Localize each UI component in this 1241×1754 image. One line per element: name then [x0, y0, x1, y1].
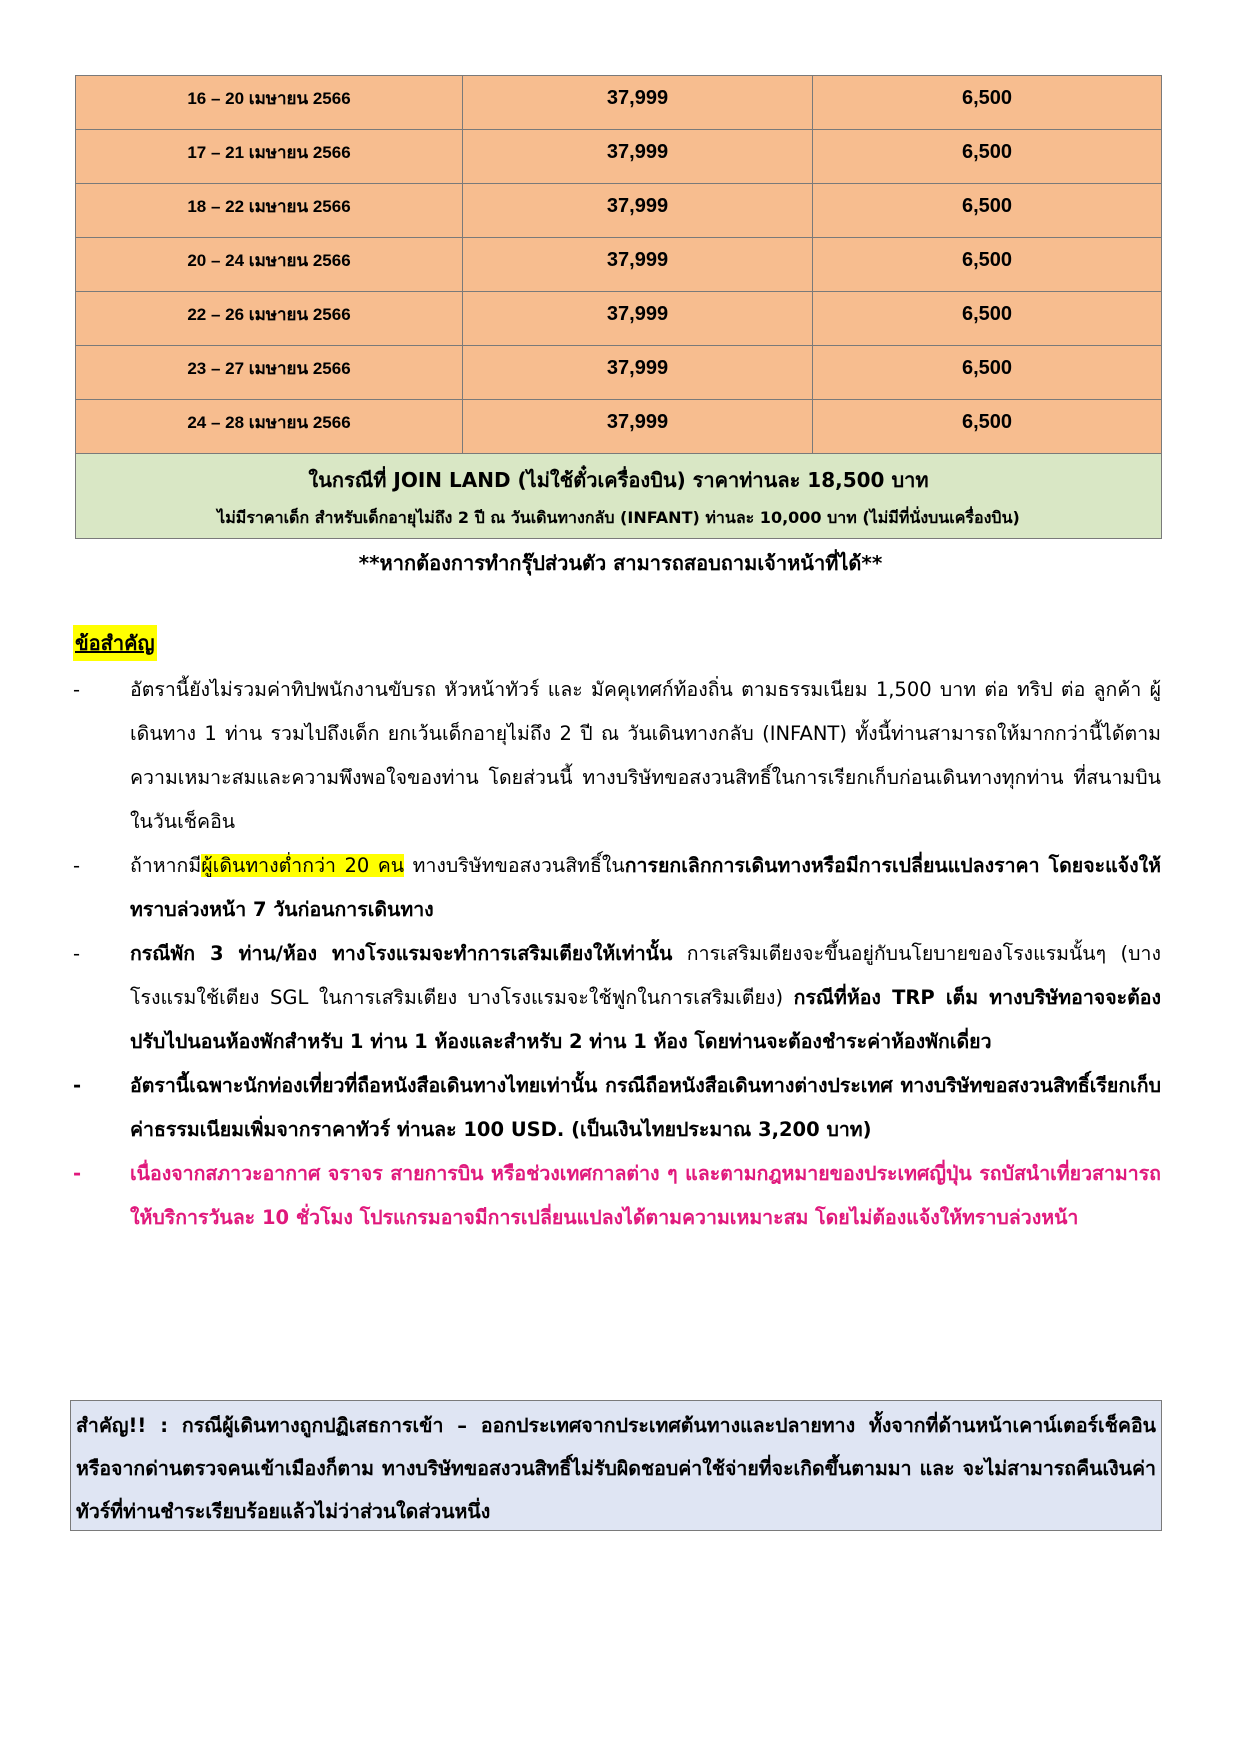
join-land-cell [76, 454, 1162, 539]
price-cell: 37,999 [463, 238, 813, 292]
term-text: เนื่องจากสภาวะอากาศ จราจร สายการบิน หรือช่วงเทศกาลต่าง ๆ และตามกฎหมายของประเทศญี่ปุ่น รถบัสนำเที่ยวสามารถให้บริการวันละ 10 ชั่วโมง โปรแกรมอาจมีการเปลี่ยนแปลงได้ตามความเหมาะสม โดยไม่ต้องแจ้งให้ทราบล่วงหน้า [130, 1162, 1161, 1229]
table-row [76, 346, 1162, 400]
highlighted-text: ผู้เดินทางต่ำกว่า 20 คน [201, 854, 405, 877]
single-supplement-cell: 6,500 [813, 238, 1162, 292]
table-row [76, 184, 1162, 238]
price-cell: 37,999 [463, 184, 813, 238]
date-cell: 22 – 26 เมษายน 2566 [76, 292, 463, 346]
term-text: ถ้าหากมี [130, 854, 202, 877]
term-text: การเสริมเตียงจะขึ้นอยู่กับนโยบายของโรงแรมนั้นๆ (บางโรงแรมใช้เตียง SGL ในการเสริมเตียง บางโรงแรมจะใช้ฟูกในการเสริมเตียง) [130, 942, 1162, 1009]
table-row [76, 238, 1162, 292]
term-bold-text: กรณีที่ห้อง TRP เต็ม ทางบริษัทอาจจะต้องปรับไปนอนห้องพักสำหรับ 1 ท่าน 1 ห้องและสำหรับ 2 ท่าน 1 ห้อง โดยท่านจะต้องชำระค่าห้องพักเดี่ยว [130, 986, 1161, 1053]
join-land-price: ในกรณีที่ JOIN LAND (ไม่ใช้ตั๋วเครื่องบิน) ราคาท่านละ 18,500 บาท [308, 467, 929, 492]
term-tipping [73, 668, 1161, 844]
bullet-dash: - [73, 854, 81, 877]
term-text: อัตรานี้เฉพาะนักท่องเที่ยวที่ถือหนังสือเดินทางไทยเท่านั้น กรณีถือหนังสือเดินทางต่างประเทศ ทางบริษัทขอสงวนสิทธิ์เรียกเก็บค่าธรรมเนียมเพิ่มจากราคาทัวร์ ท่านละ 100 USD. (เป็นเงินไทยประมาณ 3,200 บาท) [130, 1074, 1161, 1141]
price-cell: 37,999 [463, 130, 813, 184]
term-text: ทางบริษัทขอสงวนสิทธิ์ใน [404, 854, 625, 877]
term-minimum-travelers [73, 844, 1161, 932]
join-land-row [76, 454, 1162, 539]
date-cell: 18 – 22 เมษายน 2566 [76, 184, 463, 238]
price-cell: 37,999 [463, 400, 813, 454]
price-cell: 37,999 [463, 346, 813, 400]
price-cell: 37,999 [463, 76, 813, 130]
bullet-dash: - [73, 1162, 82, 1185]
term-passport [73, 1064, 1161, 1152]
private-group-note: **หากต้องการทำกรุ๊ปส่วนตัว สามารถสอบถามเจ้าหน้าที่ได้** [358, 551, 883, 575]
table-row [76, 130, 1162, 184]
bullet-dash: - [73, 1074, 82, 1097]
important-notice-box [70, 1400, 1162, 1531]
bullet-dash: - [73, 942, 81, 965]
single-supplement-cell: 6,500 [813, 400, 1162, 454]
single-supplement-cell: 6,500 [813, 292, 1162, 346]
date-cell: 20 – 24 เมษายน 2566 [76, 238, 463, 292]
table-row [76, 400, 1162, 454]
table-row [76, 76, 1162, 130]
term-text: อัตรานี้ยังไม่รวมค่าทิปพนักงานขับรถ หัวหน้าทัวร์ และ มัคคุเทศก์ท้องถิ่น ตามธรรมเนียม 1,500 บาท ต่อ ทริป ต่อ ลูกค้า ผู้เดินทาง 1 ท่าน รวมไปถึงเด็ก ยกเว้นเด็กอายุไม่ถึง 2 ปี ณ วันเดินทางกลับ (INFANT) ทั้งนี้ท่านสามารถให้มากกว่านี้ได้ตามความเหมาะสมและความพึงพอใจของท่าน โดยส่วนนี้ ทางบริษัทขอสงวนสิทธิ์ในการเรียกเก็บก่อนเดินทางทุกท่าน ที่สนามบิน ในวันเช็คอิน [130, 678, 1161, 833]
terms-list [73, 668, 1161, 1240]
table-row [76, 292, 1162, 346]
single-supplement-cell: 6,500 [813, 346, 1162, 400]
bullet-dash: - [73, 678, 81, 701]
date-cell: 24 – 28 เมษายน 2566 [76, 400, 463, 454]
term-triple-room [73, 932, 1161, 1064]
important-heading: ข้อสำคัญ [73, 625, 157, 661]
date-cell: 17 – 21 เมษายน 2566 [76, 130, 463, 184]
single-supplement-cell: 6,500 [813, 184, 1162, 238]
term-bold-text: กรณีพัก 3 ท่าน/ห้อง ทางโรงแรมจะทำการเสริมเตียงให้เท่านั้น [130, 942, 673, 965]
date-cell: 16 – 20 เมษายน 2566 [76, 76, 463, 130]
price-cell: 37,999 [463, 292, 813, 346]
infant-price: ไม่มีราคาเด็ก สำหรับเด็กอายุไม่ถึง 2 ปี ณ วันเดินทางกลับ (INFANT) ท่านละ 10,000 บาท (ไม่มีที่นั่งบนเครื่องบิน) [217, 507, 1020, 527]
notice-text: สำคัญ!! : กรณีผู้เดินทางถูกปฏิเสธการเข้า – ออกประเทศจากประเทศต้นทางและปลายทาง ทั้งจากที่ด้านหน้าเคาน์เตอร์เช็คอิน หรือจากด่านตรวจคนเข้าเมืองก็ตาม ทางบริษัทขอสงวนสิทธิ์ไม่รับผิดชอบค่าใช้จ่ายที่จะเกิดขึ้นตามมา และ จะไม่สามารถคืนเงินค่าทัวร์ที่ท่านชำระเรียบร้อยแล้วไม่ว่าส่วนใดส่วนหนึ่ง [76, 1414, 1156, 1523]
single-supplement-cell: 6,500 [813, 76, 1162, 130]
date-cell: 23 – 27 เมษายน 2566 [76, 346, 463, 400]
single-supplement-cell: 6,500 [813, 130, 1162, 184]
term-weather-warning [73, 1152, 1161, 1240]
term-bold-text: การยกเลิกการเดินทางหรือมีการเปลี่ยนแปลงราคา โดยจะแจ้งให้ทราบล่วงหน้า 7 วันก่อนการเดินทาง [130, 854, 1161, 921]
price-table [75, 75, 1162, 539]
